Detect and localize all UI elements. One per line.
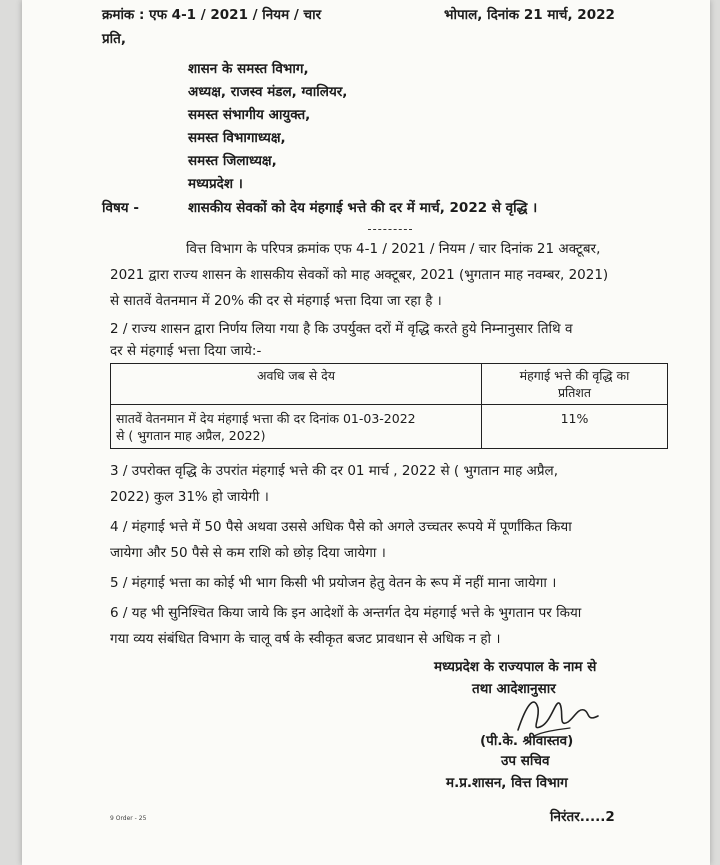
recipient-line: समस्त संभागीय आयुक्त, <box>188 107 311 123</box>
table-cell-percentage: 11% <box>482 405 668 449</box>
letter-page <box>22 0 710 865</box>
recipient-line: समस्त जिलाध्यक्ष, <box>188 153 277 169</box>
table-row <box>111 405 668 449</box>
table-header-percentage <box>482 364 668 405</box>
table-cell-period-line1: सातवें वेतनमान में देय मंहगाई भत्ता की दर दिनांक 01-03-2022 <box>116 411 416 426</box>
paragraph-1-line: से सातवें वेतनमान में 20% की दर से मंहगाई भत्ता दिया जा रहा है । <box>110 293 442 309</box>
table-header-period: अवधि जब से देय <box>111 364 482 405</box>
continued-marker: निरंतर.....2 <box>550 809 615 825</box>
recipient-line: शासन के समस्त विभाग, <box>188 61 309 77</box>
paragraph-1-line: 2021 द्वारा राज्य शासन के शासकीय सेवकों को माह अक्टूबर, 2021 (भुगतान माह नवम्बर, 2021) <box>110 267 609 283</box>
paragraph-6-line: 6 / यह भी सुनिश्चित किया जाये कि इन आदेशों के अन्तर्गत देय मंहगाई भत्ते के भुगतान पर किया <box>110 605 582 621</box>
da-rate-table <box>110 363 668 449</box>
paragraph-3-line: 2022) कुल 31% हो जायेगी । <box>110 489 269 505</box>
signature-authority-line: मध्यप्रदेश के राज्यपाल के नाम से <box>434 659 597 675</box>
paragraph-5: 5 / मंहगाई भत्ता का कोई भी भाग किसी भी प्रयोजन हेतु वेतन के रूप में नहीं माना जायेगा । <box>110 575 557 591</box>
paragraph-1-line: वित्त विभाग के परिपत्र क्रमांक एफ 4-1 / 2021 / नियम / चार दिनांक 21 अक्टूबर, <box>186 241 601 257</box>
paragraph-6-line: गया व्यय संबंधित विभाग के चालू वर्ष के स्वीकृत बजट प्रावधान से अधिक न हो । <box>110 631 501 647</box>
table-cell-period-line2: से ( भुगतान माह अप्रैल, 2022) <box>116 428 266 443</box>
subject-label: विषय - <box>102 200 139 216</box>
to-label: प्रति, <box>102 31 127 47</box>
signature-order-line: तथा आदेशानुसार <box>472 681 556 697</box>
reference-number: क्रमांक : एफ 4-1 / 2021 / नियम / चार <box>102 7 322 23</box>
table-cell-period <box>111 405 482 449</box>
recipient-line: समस्त विभागाध्यक्ष, <box>188 130 286 146</box>
footer-small-print: 9 Order - 25 <box>110 815 147 822</box>
signatory-department: म.प्र.शासन, वित्त विभाग <box>446 775 568 791</box>
table-header-percentage-line1: मंहगाई भत्ते की वृद्धि का <box>519 368 630 383</box>
table-header-row <box>111 364 668 405</box>
place-date: भोपाल, दिनांक 21 मार्च, 2022 <box>444 7 615 23</box>
paragraph-4-line: 4 / मंहगाई भत्ते में 50 पैसे अथवा उससे अधिक पैसे को अगले उच्चतर रूपये में पूर्णांकित किया <box>110 519 572 535</box>
signatory-designation: उप सचिव <box>501 753 550 769</box>
paragraph-2-line: दर से मंहगाई भत्ता दिया जाये:- <box>110 343 262 359</box>
recipient-line: अध्यक्ष, राजस्व मंडल, ग्वालियर, <box>188 84 348 100</box>
paragraph-4-line: जायेगा और 50 पैसे से कम राशि को छोड़ दिया जायेगा । <box>110 545 386 561</box>
paragraph-3-line: 3 / उपरोक्त वृद्धि के उपरांत मंहगाई भत्ते की दर 01 मार्च , 2022 से ( भुगतान माह अप्रैल, <box>110 463 558 479</box>
subject-text: शासकीय सेवकों को देय मंहगाई भत्ते की दर में मार्च, 2022 से वृद्धि । <box>188 200 538 216</box>
recipient-line: मध्यप्रदेश । <box>188 176 243 192</box>
signatory-name: (पी.के. श्रीवास्तव) <box>480 733 574 749</box>
paragraph-2-line: 2 / राज्य शासन द्वारा निर्णय लिया गया है कि उपर्युक्त दरों में वृद्धि करते हुये निम्नानुसार तिथि व <box>110 321 573 337</box>
subject-divider <box>368 229 412 230</box>
table-header-percentage-line2: प्रतिशत <box>557 385 592 400</box>
